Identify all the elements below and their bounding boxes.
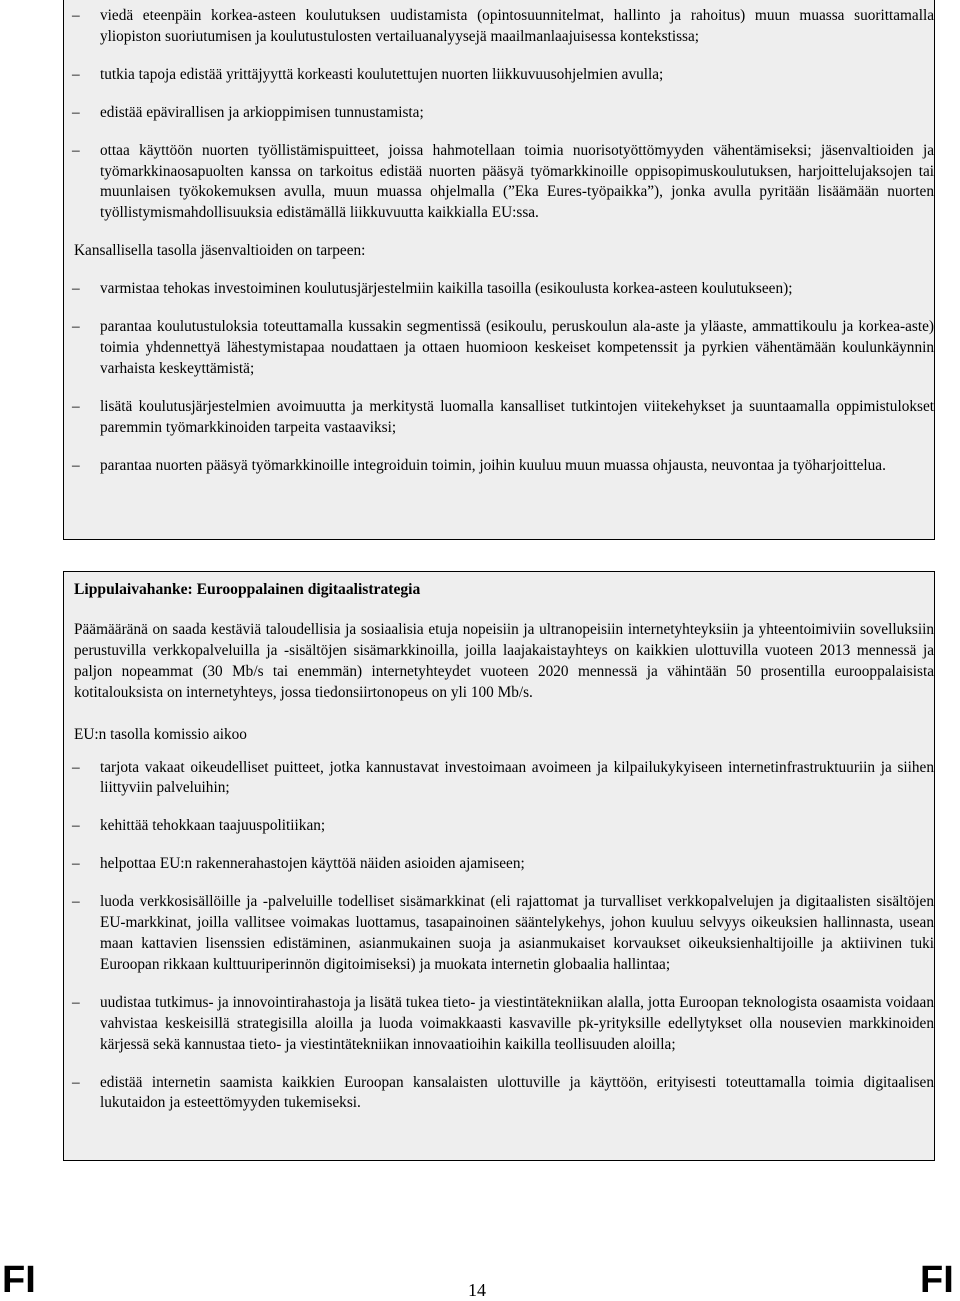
section-heading: Lippulaivahanke: Eurooppalainen digitaalistrategia — [74, 581, 421, 598]
list-item: – kehittää tehokkaan taajuuspolitiikan; — [74, 816, 934, 837]
list-item: – tarjota vakaat oikeudelliset puitteet, jotka kannustavat investoimaan avoimeen ja kilpailukykyiseen internetinfrastruktuuriin ja siihen liittyviin palveluihin; — [74, 758, 934, 800]
goal-paragraph: Päämääränä on saada kestäviä taloudellisia ja sosiaalisia etuja nopeisiin ja ultranopeisiin internetyhteyksiin ja yhteentoimiviin sovelluksiin perustuvilla verkkopalveluilla ja -sisältöjen sisämarkkinoilla, joilla laajakaistayhteys on kaikkien ulottuvilla vuoteen 2013 mennessä ja paljon nopeammat (30 Mb/s tai enemmän) internetyhteydet vuoteen 2020 mennessä ja vähintään 50 prosentilla eurooppalaisista kotitalouksista on internetyhteys, jossa tiedonsiirtonopeus on yli 100 Mb/s. — [74, 621, 934, 701]
list-item: – parantaa koulutustuloksia toteuttamalla kussakin segmentissä (esikoulu, peruskoulun ala-aste ja yläaste, ammattikoulu ja korkea-aste) toimia yhdennettyä lähestymistapaa noudattaen ja ottaen huomioon keskeiset kompetenssit ja pyrkien vähentämään koulunkäynnin varhaista keskeyttämistä; — [74, 317, 934, 380]
list-item: – varmistaa tehokas investoiminen koulutusjärjestelmiin kaikilla tasoilla (esikoulusta korkea-asteen koulutukseen); — [74, 279, 934, 300]
list-item: – edistää internetin saamista kaikkien Euroopan kansalaisten ulottuville ja käyttöön, erityisesti toteuttamalla toimia digitaalisen lukutaidon ja esteettömyyden tukemiseksi. — [74, 1073, 934, 1115]
text-box-digital-agenda — [63, 571, 935, 1161]
list-item: – parantaa nuorten pääsyä työmarkkinoille integroiduin toimin, joihin kuuluu muun muassa ohjausta, neuvontaa ja työharjoittelua. — [74, 456, 934, 477]
list-item: – helpottaa EU:n rakennerahastojen käyttöä näiden asioiden ajamiseen; — [74, 854, 934, 875]
list-item: – lisätä koulutusjärjestelmien avoimuutta ja merkitystä luomalla kansalliset tutkintojen viitekehykset ja suuntaamalla oppimistulokset paremmin työmarkkinoiden tarpeita vastaaviksi; — [74, 397, 934, 439]
list-item: – uudistaa tutkimus- ja innovointirahastoja ja lisätä tukea tieto- ja viestintätekniikan alalla, jotta Euroopan teknologista osaamista voidaan vahvistaa keskeisillä strategisilla aloilla ja luoda voimakkaasti kasvaville pk-yrityksille edellytykset olla nousevien markkinoiden kärjessä sekä kannustaa tieto- ja viestintätekniikan innovaatioihin kaikilla teollisuuden aloilla; — [74, 993, 934, 1056]
page-number: 14 — [468, 1280, 486, 1300]
eu-intro: EU:n tasolla komissio aikoo — [74, 725, 247, 743]
list-item: – luoda verkkosisällöille ja -palveluille todelliset sisämarkkinat (eli rajattomat ja turvalliset verkkopalvelujen ja digitaalisten sisältöjen EU-markkinat, joilla vallitsee voimakas luottamus, tasapainoinen sääntelykehys, johon kuuluu selvyys oikeuksien hallinnasta, usean maan kattavien lisenssien edistäminen, asianmukainen suoja ja asianmukaiset korvaukset oikeuksienhaltijoille ja aktiivinen tuki Euroopan rikkaan kulttuuriperinnön digitoimiseksi) ja muokata internetin globaalia hallintaa; — [74, 892, 934, 976]
list-item: – viedä eteenpäin korkea-asteen koulutuksen uudistamista (opintosuunnitelmat, hallinto ja rahoitus) muun muassa suorittamalla yliopiston suoriutumisen ja koulutustulosten vertailuanalyysejä maailmanlaajuisessa kontekstissa; — [74, 6, 934, 48]
text-box-education — [63, 0, 935, 540]
list-item: – edistää epävirallisen ja arkioppimisen tunnustamista; — [74, 103, 934, 124]
national-intro: Kansallisella tasolla jäsenvaltioiden on tarpeen: — [74, 242, 366, 260]
language-code-left: FI — [2, 1259, 36, 1301]
language-code-right: FI — [920, 1259, 954, 1301]
list-item: – ottaa käyttöön nuorten työllistämispuitteet, joissa hahmotellaan toimia nuorisotyöttömyyden vähentämiseksi; jäsenvaltioiden ja työmarkkinaosapuolten kanssa on tarkoitus edistää nuorten pääsyä työmarkkinoille oppisopimuskoulutuksen, harjoittelujaksojen tai muunlaisen työkokemuksen avulla, muun muassa ohjelmalla (”Eka Eures-työpaikka”), jonka avulla pyritään lisäämään nuorten työllistymismahdollisuuksia edistämällä liikkuvuutta kaikkialla EU:ssa. — [74, 141, 934, 225]
list-item: – tutkia tapoja edistää yrittäjyyttä korkeasti koulutettujen nuorten liikkuvuusohjelmien avulla; — [74, 65, 934, 86]
